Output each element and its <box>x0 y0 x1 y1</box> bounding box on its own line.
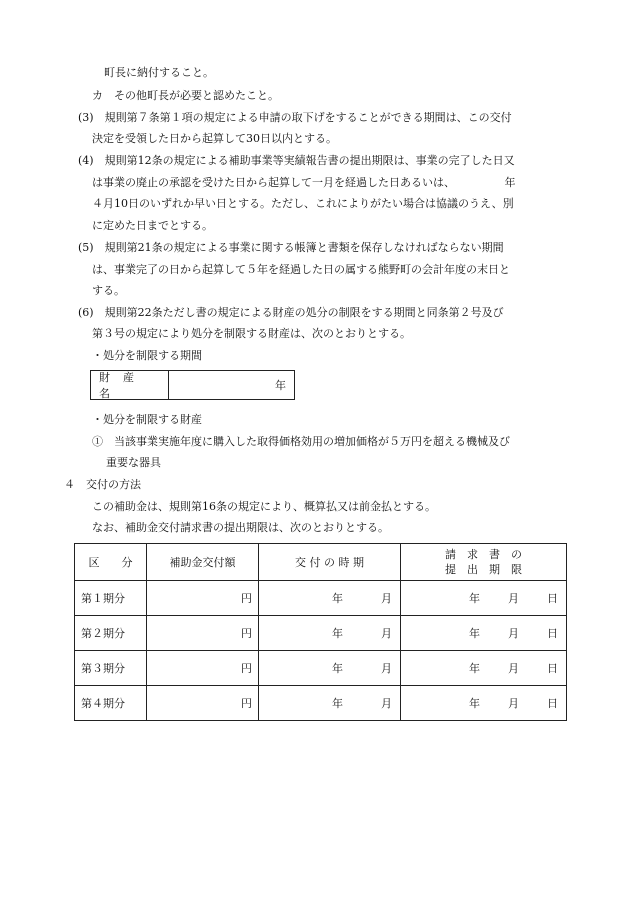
timing-year: 年 <box>332 697 343 710</box>
payment-schedule-table <box>74 543 567 721</box>
deadline-year: 年 <box>469 592 480 605</box>
timing-year: 年 <box>332 662 343 675</box>
line-15: ・処分を制限する財産 <box>92 413 202 426</box>
row-deadline <box>401 686 567 721</box>
deadline-month: 月 <box>508 662 519 675</box>
timing-month: 月 <box>381 627 392 640</box>
line-14: ・処分を制限する期間 <box>92 349 202 362</box>
table-header-row <box>75 544 567 581</box>
period-table-value: 年 <box>275 379 286 392</box>
line-10: は、事業完了の日から起算して５年を経過した日の属する熊野町の会計年度の末日と <box>92 263 510 276</box>
row-timing <box>259 651 401 686</box>
timing-year: 年 <box>332 592 343 605</box>
line-8: に定めた日までとする。 <box>92 219 213 232</box>
row-deadline <box>401 616 567 651</box>
deadline-day: 日 <box>547 697 558 710</box>
header-deadline-line1: 請 求 書 の <box>445 548 522 561</box>
line-2: カ その他町長が必要と認めたこと。 <box>92 89 279 102</box>
line-11: する。 <box>92 284 125 297</box>
line-5: (4) 規則第12条の規定による補助事業等実績報告書の提出期限は、事業の完了した日又 <box>78 154 515 167</box>
timing-year: 年 <box>332 627 343 640</box>
row-timing <box>259 686 401 721</box>
row-label: 第２期分 <box>75 616 147 651</box>
timing-month: 月 <box>381 662 392 675</box>
line-6: は事業の廃止の承認を受けた日から起算して一月を経過した日あるいは、 年 <box>92 176 516 189</box>
line-9: (5) 規則第21条の規定による事業に関する帳簿と書類を保存しなければならない期間 <box>78 241 504 254</box>
timing-month: 月 <box>381 592 392 605</box>
line-18: ４ 交付の方法 <box>64 478 141 491</box>
deadline-month: 月 <box>508 697 519 710</box>
row-label: 第１期分 <box>75 581 147 616</box>
row-amount: 円 <box>147 616 259 651</box>
header-deadline-line2: 提 出 期 限 <box>445 563 522 576</box>
deadline-day: 日 <box>547 662 558 675</box>
line-4: 決定を受領した日から起算して30日以内とする。 <box>92 132 337 145</box>
line-13: 第３号の規定により処分を制限する財産は、次のとおりとする。 <box>92 327 411 340</box>
row-deadline <box>401 651 567 686</box>
row-deadline <box>401 581 567 616</box>
row-label: 第４期分 <box>75 686 147 721</box>
row-timing <box>259 616 401 651</box>
line-17: 重要な器具 <box>106 456 161 469</box>
line-3: (3) 規則第７条第１項の規定による申請の取下げをすることができる期間は、この交付 <box>78 111 512 124</box>
row-timing <box>259 581 401 616</box>
header-category: 区 分 <box>75 544 147 581</box>
line-7: ４月10日のいずれか早い日とする。ただし、これによりがたい場合は協議のうえ、別 <box>92 197 514 210</box>
line-20: なお、補助金交付請求書の提出期限は、次のとおりとする。 <box>92 521 389 534</box>
deadline-year: 年 <box>469 697 480 710</box>
header-timing: 交 付 の 時 期 <box>259 544 401 581</box>
header-amount: 補助金交付額 <box>147 544 259 581</box>
header-deadline <box>401 544 567 581</box>
line-19: この補助金は、規則第16条の規定により、概算払又は前金払とする。 <box>92 500 436 513</box>
table-row <box>75 651 567 686</box>
period-table <box>90 370 295 400</box>
deadline-day: 日 <box>547 592 558 605</box>
period-table-label: 財産名 <box>91 371 169 399</box>
row-amount: 円 <box>147 686 259 721</box>
deadline-month: 月 <box>508 592 519 605</box>
timing-month: 月 <box>381 697 392 710</box>
deadline-year: 年 <box>469 662 480 675</box>
line-12: (6) 規則第22条ただし書の規定による財産の処分の制限をする期間と同条第２号及び <box>78 306 504 319</box>
deadline-year: 年 <box>469 627 480 640</box>
table-row <box>75 581 567 616</box>
row-amount: 円 <box>147 651 259 686</box>
table-row <box>75 616 567 651</box>
line-1: 町長に納付すること。 <box>104 66 214 79</box>
deadline-month: 月 <box>508 627 519 640</box>
row-amount: 円 <box>147 581 259 616</box>
table-row <box>75 686 567 721</box>
line-16: ① 当該事業実施年度に購入した取得価格効用の増加価格が５万円を超える機械及び <box>92 435 510 448</box>
deadline-day: 日 <box>547 627 558 640</box>
row-label: 第３期分 <box>75 651 147 686</box>
